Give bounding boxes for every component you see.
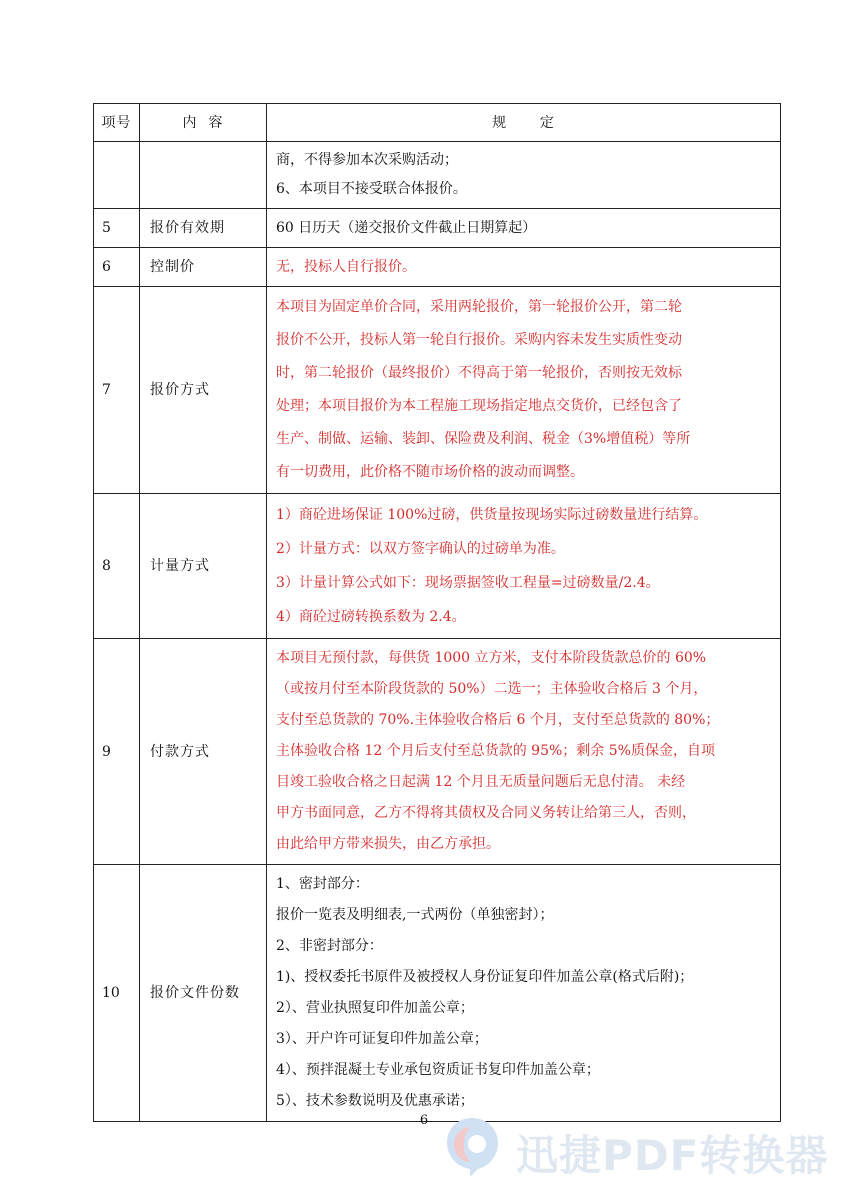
- row-rule: [267, 494, 781, 639]
- rule-line: 6、本项目不接受联合体报价。: [276, 181, 467, 197]
- rule-line: 2、非密封部分：: [276, 938, 383, 954]
- rule-line: 报价一览表及明细表,一式两份（单独密封）；: [276, 907, 554, 923]
- rule-line: 甲方书面同意，乙方不得将其债权及合同义务转让给第三人，否则，: [276, 805, 696, 821]
- row-item: 计量方式: [140, 494, 267, 639]
- table-row: [94, 865, 781, 1122]
- row-rule: [267, 865, 781, 1122]
- row-no: 7: [94, 287, 140, 494]
- row-rule: [267, 209, 781, 248]
- rule-line: 目竣工验收合格之日起满 12 个月且无质量问题后无息付清。 未经: [276, 774, 686, 790]
- spec-table: [93, 103, 781, 1122]
- rule-line: 报价不公开，投标人第一轮自行报价。采购内容未发生实质性变动: [276, 332, 682, 348]
- row-rule: [267, 142, 781, 209]
- watermark-text: 迅捷PDF转换器: [516, 1131, 829, 1180]
- table-row: [94, 248, 781, 287]
- rule-line: 1)、授权委托书原件及被授权人身份证复印件加盖公章(格式后附)；: [276, 969, 694, 985]
- row-no: [94, 142, 140, 209]
- table-row: [94, 494, 781, 639]
- rule-line: 本项目为固定单价合同，采用两轮报价，第一轮报价公开，第二轮: [276, 299, 682, 315]
- row-item: 控制价: [140, 248, 267, 287]
- watermark: [440, 1115, 835, 1185]
- row-no: 9: [94, 639, 140, 865]
- rule-line: 4）、预拌混凝土专业承包资质证书复印件加盖公章；: [276, 1062, 600, 1078]
- rule-line: 60 日历天（递交报价文件截止日期算起）: [276, 220, 537, 236]
- row-item: 付款方式: [140, 639, 267, 865]
- table-row: [94, 142, 781, 209]
- rule-line: 1、密封部分：: [276, 876, 369, 892]
- row-no: 10: [94, 865, 140, 1122]
- table-row: [94, 287, 781, 494]
- rule-line: 由此给甲方带来损失，由乙方承担。: [276, 836, 500, 852]
- rule-line: （或按月付至本阶段货款的 50%）二选一；主体验收合格后 3 个月，: [276, 681, 708, 697]
- rule-line: 2）、营业执照复印件加盖公章；: [276, 1000, 474, 1016]
- header-rule: 规 定: [267, 104, 781, 142]
- rule-line: 无，投标人自行报价。: [276, 259, 416, 275]
- rule-line: 1）商砼进场保证 100%过磅，供货量按现场实际过磅数量进行结算。: [276, 507, 708, 523]
- row-no: 6: [94, 248, 140, 287]
- rule-line: 时，第二轮报价（最终报价）不得高于第一轮报价，否则按无效标: [276, 365, 682, 381]
- header-no: 项号: [94, 104, 140, 142]
- rule-line: 商，不得参加本次采购活动；: [276, 152, 458, 168]
- row-item: 报价文件份数: [140, 865, 267, 1122]
- row-no: 5: [94, 209, 140, 248]
- rule-line: 处理；本项目报价为本工程施工现场指定地点交货价，已经包含了: [276, 398, 682, 414]
- table-row: [94, 639, 781, 865]
- row-rule: [267, 248, 781, 287]
- rule-line: 3）计量计算公式如下：现场票据签收工程量=过磅数量/2.4。: [276, 575, 660, 591]
- xunjie-pdf-logo-icon: [440, 1115, 504, 1179]
- rule-line: 2）计量方式：以双方签字确认的过磅单为准。: [276, 541, 565, 557]
- rule-line: 生产、制做、运输、装卸、保险费及利润、税金（3%增值税）等所: [276, 431, 691, 447]
- rule-line: 4）商砼过磅转换系数为 2.4。: [276, 609, 466, 625]
- row-no: 8: [94, 494, 140, 639]
- header-item: 内 容: [140, 104, 267, 142]
- rule-line: 5）、技术参数说明及优惠承诺；: [276, 1093, 474, 1109]
- row-rule: [267, 287, 781, 494]
- row-item: 报价方式: [140, 287, 267, 494]
- table-header-row: [94, 104, 781, 142]
- row-rule: [267, 639, 781, 865]
- rule-line: 3）、开户许可证复印件加盖公章；: [276, 1031, 488, 1047]
- rule-line: 有一切费用，此价格不随市场价格的波动而调整。: [276, 464, 584, 480]
- table-row: [94, 209, 781, 248]
- page-number: 6: [419, 1113, 429, 1128]
- rule-line: 本项目无预付款，每供货 1000 立方米，支付本阶段货款总价的 60%: [276, 650, 707, 666]
- row-item: 报价有效期: [140, 209, 267, 248]
- rule-line: 主体验收合格 12 个月后支付至总货款的 95%；剩余 5%质保金，自项: [276, 743, 715, 759]
- row-item: [140, 142, 267, 209]
- rule-line: 支付至总货款的 70%.主体验收合格后 6 个月，支付至总货款的 80%；: [276, 712, 720, 728]
